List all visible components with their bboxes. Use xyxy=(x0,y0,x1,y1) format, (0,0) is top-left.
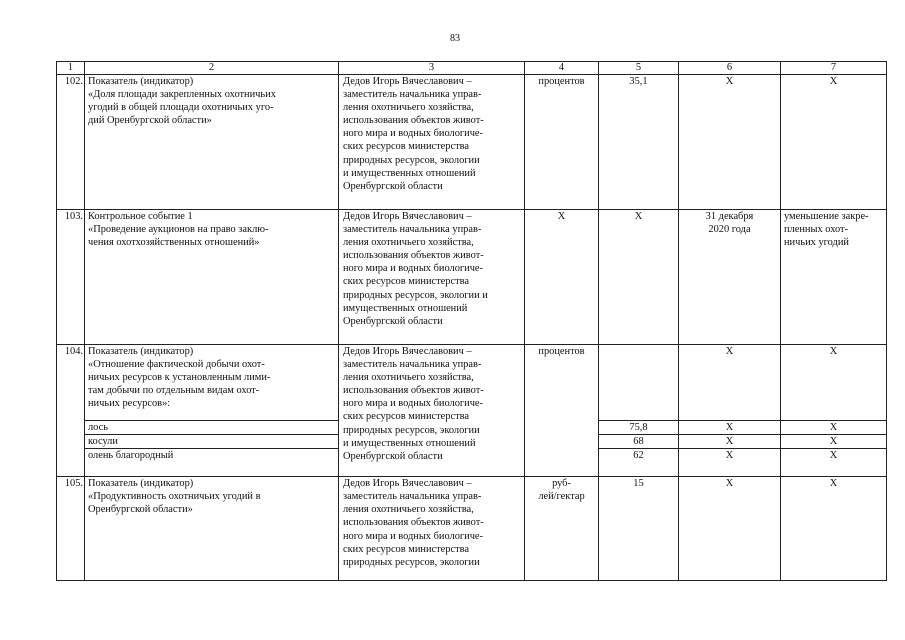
responsible-person: Дедов Игорь Вячеславович – заместитель начальника управ- ления охотничьего хозяйства, использования объектов живот- ного мира и водных биологиче- ских ресурсов министерства природных ресурсов, экологии и имущественных отношений Оренбургской области xyxy=(339,210,525,345)
unit: процентов xyxy=(525,345,599,477)
value-col-5: 15 xyxy=(599,477,679,581)
responsible-person: Дедов Игорь Вячеславович – заместитель начальника управ- ления охотничьего хозяйства, использования объектов живот- ного мира и водных биологиче- ских ресурсов министерства природных ресурсов, экологии и имущественных отношений Оренбургской области xyxy=(339,345,525,477)
value-col-5: 68 xyxy=(599,435,679,449)
deadline: 31 декабря 2020 года xyxy=(679,210,781,345)
responsible-person: Дедов Игорь Вячеславович – заместитель начальника управ- ления охотничьего хозяйства, использования объектов живот- ного мира и водных биологиче- ских ресурсов министерства природных ресурсов, экологии и имущественных отношений Оренбургской области xyxy=(339,75,525,210)
header-col-3: 3 xyxy=(339,62,525,75)
unit: процентов xyxy=(525,75,599,210)
value-col-6: Х xyxy=(679,477,781,581)
header-col-5: 5 xyxy=(599,62,679,75)
header-row xyxy=(57,62,887,75)
row-number: 102. xyxy=(57,75,85,210)
value-col-5: 35,1 xyxy=(599,75,679,210)
header-col-1: 1 xyxy=(57,62,85,75)
row-number: 104. xyxy=(57,345,85,477)
header-col-7: 7 xyxy=(781,62,887,75)
value-col-7: Х xyxy=(781,75,887,210)
value-col-7: Х xyxy=(781,435,887,449)
table-row xyxy=(57,75,887,210)
value-col-5: 62 xyxy=(599,449,679,477)
indicator-name: Показатель (индикатор) «Отношение фактической добычи охот- ничьих ресурсов к установленным лими- там добычи по отдельным видам охот- ничьих ресурсов»: xyxy=(85,345,339,421)
header-col-6: 6 xyxy=(679,62,781,75)
value-col-6: Х xyxy=(679,345,781,421)
value-col-5: 75,8 xyxy=(599,421,679,435)
row-number: 103. xyxy=(57,210,85,345)
result-description: уменьшение закре- пленных охот- ничьих угодий xyxy=(781,210,887,345)
value-col-6: Х xyxy=(679,435,781,449)
value-col-5 xyxy=(599,345,679,421)
indicators-table xyxy=(56,61,887,581)
indicator-name: Показатель (индикатор) «Доля площади закрепленных охотничьих угодий в общей площади охотничьих уго- дий Оренбургской области» xyxy=(85,75,339,210)
value-col-7: Х xyxy=(781,421,887,435)
header-col-4: 4 xyxy=(525,62,599,75)
value-col-6: Х xyxy=(679,421,781,435)
table-row xyxy=(57,477,887,581)
responsible-person: Дедов Игорь Вячеславович – заместитель начальника управ- ления охотничьего хозяйства, использования объектов живот- ного мира и водных биологиче- ских ресурсов министерства природных ресурсов, экологии xyxy=(339,477,525,581)
species-name: лось xyxy=(85,421,339,435)
value-col-7: Х xyxy=(781,345,887,421)
event-name: Контрольное событие 1 «Проведение аукционов на право заклю- чения охотхозяйственных отношений» xyxy=(85,210,339,345)
table-row xyxy=(57,210,887,345)
species-name: косули xyxy=(85,435,339,449)
value-col-5: Х xyxy=(599,210,679,345)
unit: руб- лей/гектар xyxy=(525,477,599,581)
header-col-2: 2 xyxy=(85,62,339,75)
table-row xyxy=(57,345,887,421)
unit: Х xyxy=(525,210,599,345)
value-col-6: Х xyxy=(679,449,781,477)
value-col-6: Х xyxy=(679,75,781,210)
value-col-7: Х xyxy=(781,449,887,477)
value-col-7: Х xyxy=(781,477,887,581)
species-name: олень благородный xyxy=(85,449,339,477)
row-number: 105. xyxy=(57,477,85,581)
page-number: 83 xyxy=(450,33,460,44)
indicator-name: Показатель (индикатор) «Продуктивность охотничьих угодий в Оренбургской области» xyxy=(85,477,339,581)
